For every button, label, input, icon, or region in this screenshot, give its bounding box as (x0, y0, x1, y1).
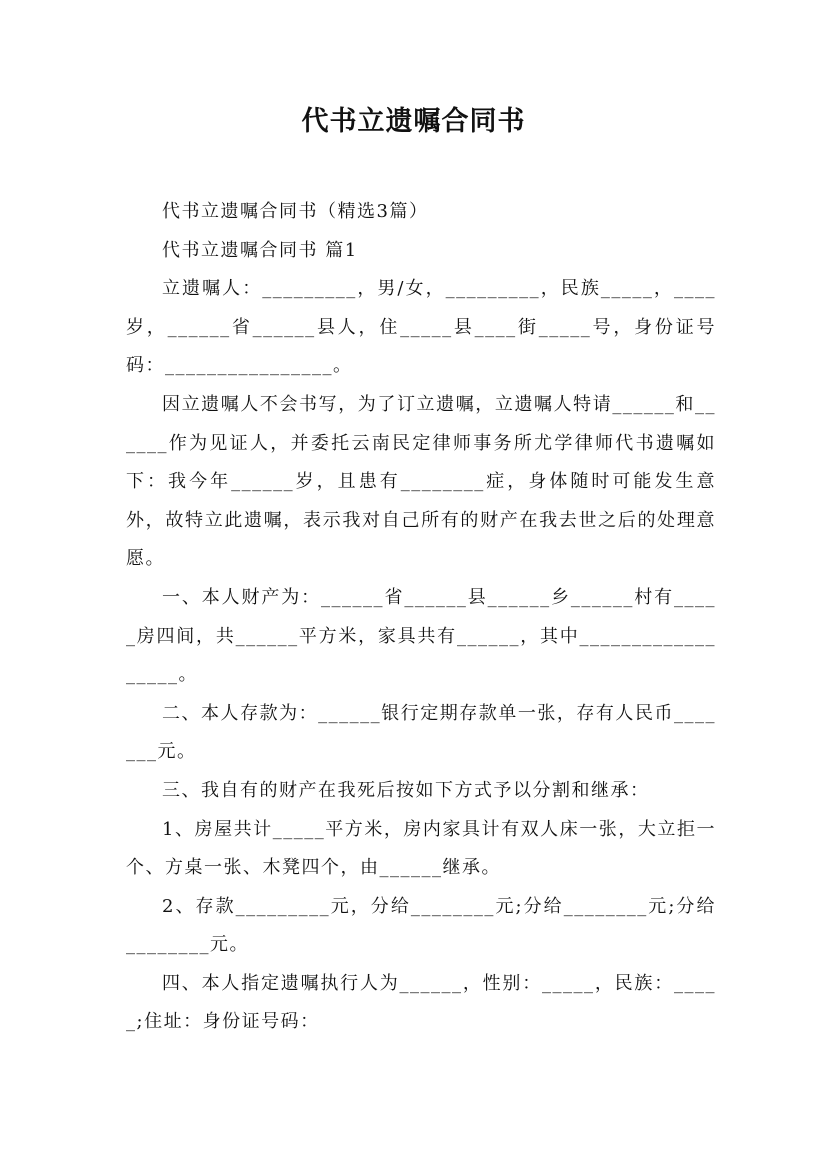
section-heading-paragraph: 代书立遗嘱合同书 篇1 (162, 239, 358, 261)
house-inheritance-paragraph: 1、房屋共计_____平方米，房内家具计有双人床一张，大立拒一个、方桌一张、木凳四个，由______继承。 (126, 818, 716, 879)
subtitle-paragraph: 代书立遗嘱合同书（精选3篇） (162, 201, 429, 222)
document-title: 代书立遗嘱合同书 (301, 106, 526, 137)
witness-paragraph: 因立遗嘱人不会书写，为了订立遗嘱，立遗嘱人特请______和______作为见证人，并委托云南民定律师事务所尤学律师代书遗嘱如下：我今年______岁，且患有________症，身体随时可能发生意外，故特立此遗嘱，表示我对自己所有的财产在我去世之后的处理意愿。 (126, 393, 716, 570)
testator-info-paragraph: 立遗嘱人：_________，男/女，_________，民族_____，____岁，______省______县人，住_____县____街_____号，身份证号码：________________。 (126, 278, 716, 377)
savings-inheritance-paragraph: 2、存款_________元，分给________元;分给________元;分给________元。 (126, 895, 716, 956)
document-body (126, 193, 716, 1042)
property-paragraph: 一、本人财产为：______省______县______乡______村有_____房四间，共______平方米，家具共有______，其中__________________。 (126, 586, 716, 686)
executor-paragraph: 四、本人指定遗嘱执行人为______，性别：_____，民族：_____;住址：身份证号码： (126, 972, 716, 1033)
inheritance-intro-paragraph: 三、我自有的财产在我死后按如下方式予以分割和继承： (162, 779, 650, 801)
savings-paragraph: 二、本人存款为：______银行定期存款单一张，存有人民币_______元。 (126, 702, 716, 763)
